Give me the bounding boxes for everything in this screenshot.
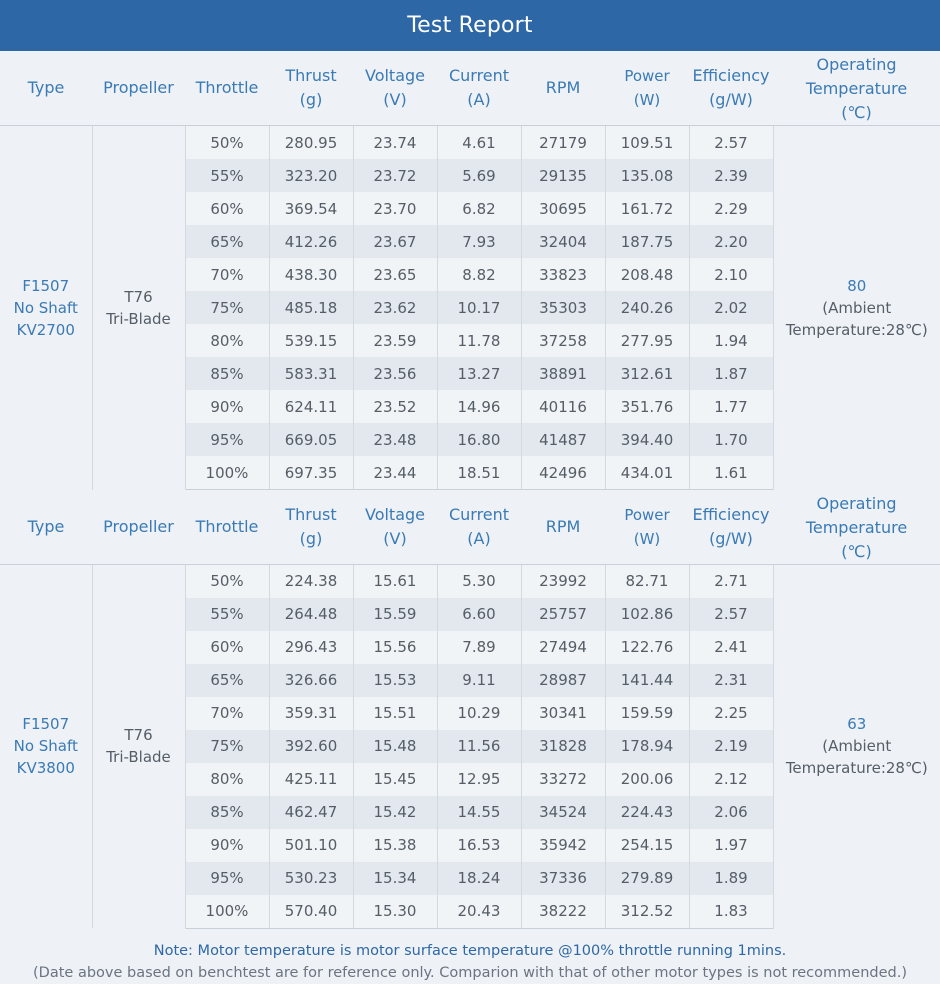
- header-efficiency-line: Efficiency: [689, 64, 773, 88]
- thrust-value: 485.18: [269, 291, 353, 324]
- power-value: 200.06: [605, 763, 689, 796]
- power-value: 159.59: [605, 697, 689, 730]
- propeller-line: Tri-Blade: [93, 746, 185, 768]
- power-value: 141.44: [605, 664, 689, 697]
- efficiency-value: 2.06: [689, 796, 773, 829]
- header-power-line: (W): [605, 88, 689, 112]
- motor-type-line: KV2700: [0, 319, 92, 341]
- throttle-value: 50%: [185, 564, 269, 598]
- thrust-value: 326.66: [269, 664, 353, 697]
- motor-type-line: No Shaft: [0, 297, 92, 319]
- motor-type-cell: [0, 564, 92, 928]
- motor-group-1: [0, 126, 940, 490]
- header-thrust-line: Thrust: [269, 64, 353, 88]
- thrust-value: 697.35: [269, 456, 353, 490]
- throttle-value: 65%: [185, 664, 269, 697]
- header-current-line: Current: [437, 64, 521, 88]
- header-current-line: (A): [437, 88, 521, 112]
- rpm-value: 29135: [521, 159, 605, 192]
- header-throttle: Throttle: [185, 490, 269, 565]
- test-report-table: [0, 51, 940, 929]
- header-rpm: RPM: [521, 490, 605, 565]
- thrust-value: 264.48: [269, 598, 353, 631]
- header-row: [0, 490, 940, 565]
- rpm-value: 38222: [521, 895, 605, 929]
- thrust-value: 280.95: [269, 126, 353, 160]
- efficiency-value: 1.97: [689, 829, 773, 862]
- thrust-value: 583.31: [269, 357, 353, 390]
- motor-type-line: KV3800: [0, 757, 92, 779]
- rpm-value: 41487: [521, 423, 605, 456]
- temperature-line: 63: [774, 713, 940, 735]
- rpm-value: 33823: [521, 258, 605, 291]
- header-efficiency-line: Efficiency: [689, 503, 773, 527]
- header-propeller: Propeller: [92, 51, 185, 126]
- footnote: [0, 929, 940, 984]
- voltage-value: 15.38: [353, 829, 437, 862]
- thrust-value: 669.05: [269, 423, 353, 456]
- group-header-2: [0, 490, 940, 565]
- thrust-value: 425.11: [269, 763, 353, 796]
- header-current: [437, 51, 521, 126]
- current-value: 6.82: [437, 192, 521, 225]
- power-value: 254.15: [605, 829, 689, 862]
- header-thrust-line: (g): [269, 88, 353, 112]
- header-power-line: (W): [605, 527, 689, 551]
- propeller-cell: [92, 564, 185, 928]
- voltage-value: 23.44: [353, 456, 437, 490]
- header-temperature-line: Temperature: [773, 77, 940, 101]
- efficiency-value: 2.71: [689, 564, 773, 598]
- header-temperature-line: Operating: [773, 53, 940, 77]
- temperature-line: Temperature:28℃): [774, 319, 940, 341]
- header-power-line: Power: [605, 64, 689, 88]
- rpm-value: 33272: [521, 763, 605, 796]
- thrust-value: 296.43: [269, 631, 353, 664]
- power-value: 434.01: [605, 456, 689, 490]
- header-voltage-line: (V): [353, 88, 437, 112]
- current-value: 18.24: [437, 862, 521, 895]
- rpm-value: 27494: [521, 631, 605, 664]
- header-efficiency: [689, 51, 773, 126]
- power-value: 224.43: [605, 796, 689, 829]
- current-value: 7.89: [437, 631, 521, 664]
- throttle-value: 90%: [185, 829, 269, 862]
- temperature-line: 80: [774, 275, 940, 297]
- voltage-value: 23.52: [353, 390, 437, 423]
- voltage-value: 23.48: [353, 423, 437, 456]
- efficiency-value: 2.39: [689, 159, 773, 192]
- throttle-value: 70%: [185, 697, 269, 730]
- operating-temperature-cell: [773, 126, 940, 490]
- current-value: 8.82: [437, 258, 521, 291]
- rpm-value: 30695: [521, 192, 605, 225]
- header-voltage: [353, 490, 437, 565]
- efficiency-value: 1.70: [689, 423, 773, 456]
- rpm-value: 28987: [521, 664, 605, 697]
- motor-type-cell: [0, 126, 92, 490]
- power-value: 312.61: [605, 357, 689, 390]
- motor-type-line: F1507: [0, 713, 92, 735]
- throttle-value: 100%: [185, 456, 269, 490]
- rpm-value: 30341: [521, 697, 605, 730]
- header-temperature-line: Temperature: [773, 516, 940, 540]
- rpm-value: 35303: [521, 291, 605, 324]
- current-value: 11.78: [437, 324, 521, 357]
- header-temperature-line: Operating: [773, 492, 940, 516]
- thrust-value: 539.15: [269, 324, 353, 357]
- throttle-value: 70%: [185, 258, 269, 291]
- voltage-value: 23.72: [353, 159, 437, 192]
- efficiency-value: 1.61: [689, 456, 773, 490]
- current-value: 11.56: [437, 730, 521, 763]
- voltage-value: 15.59: [353, 598, 437, 631]
- power-value: 394.40: [605, 423, 689, 456]
- header-temperature-line: (℃): [773, 540, 940, 564]
- current-value: 10.17: [437, 291, 521, 324]
- voltage-value: 15.51: [353, 697, 437, 730]
- power-value: 178.94: [605, 730, 689, 763]
- header-temperature: [773, 490, 940, 565]
- rpm-value: 40116: [521, 390, 605, 423]
- throttle-value: 95%: [185, 423, 269, 456]
- header-voltage-line: (V): [353, 527, 437, 551]
- throttle-value: 60%: [185, 192, 269, 225]
- propeller-line: Tri-Blade: [93, 308, 185, 330]
- efficiency-value: 1.87: [689, 357, 773, 390]
- throttle-value: 60%: [185, 631, 269, 664]
- voltage-value: 23.56: [353, 357, 437, 390]
- group-header-1: [0, 51, 940, 126]
- header-rpm: RPM: [521, 51, 605, 126]
- power-value: 161.72: [605, 192, 689, 225]
- header-current-line: Current: [437, 503, 521, 527]
- thrust-value: 624.11: [269, 390, 353, 423]
- header-thrust-line: Thrust: [269, 503, 353, 527]
- voltage-value: 23.70: [353, 192, 437, 225]
- thrust-value: 462.47: [269, 796, 353, 829]
- header-temperature-line: (℃): [773, 101, 940, 125]
- throttle-value: 55%: [185, 159, 269, 192]
- efficiency-value: 1.83: [689, 895, 773, 929]
- thrust-value: 359.31: [269, 697, 353, 730]
- rpm-value: 34524: [521, 796, 605, 829]
- current-value: 6.60: [437, 598, 521, 631]
- efficiency-value: 2.25: [689, 697, 773, 730]
- header-propeller: Propeller: [92, 490, 185, 565]
- header-thrust: [269, 51, 353, 126]
- note-line-2: (Date above based on benchtest are for reference only. Comparion with that of other motor types is not recommended.): [0, 962, 940, 984]
- efficiency-value: 2.57: [689, 126, 773, 160]
- current-value: 12.95: [437, 763, 521, 796]
- temperature-line: Temperature:28℃): [774, 757, 940, 779]
- power-value: 279.89: [605, 862, 689, 895]
- efficiency-value: 2.02: [689, 291, 773, 324]
- throttle-value: 90%: [185, 390, 269, 423]
- current-value: 5.69: [437, 159, 521, 192]
- thrust-value: 369.54: [269, 192, 353, 225]
- operating-temperature-cell: [773, 564, 940, 928]
- rpm-value: 37258: [521, 324, 605, 357]
- voltage-value: 15.56: [353, 631, 437, 664]
- efficiency-value: 2.57: [689, 598, 773, 631]
- header-temperature: [773, 51, 940, 126]
- voltage-value: 23.67: [353, 225, 437, 258]
- header-voltage: [353, 51, 437, 126]
- efficiency-value: 2.20: [689, 225, 773, 258]
- thrust-value: 530.23: [269, 862, 353, 895]
- voltage-value: 15.53: [353, 664, 437, 697]
- efficiency-value: 2.19: [689, 730, 773, 763]
- efficiency-value: 2.31: [689, 664, 773, 697]
- rpm-value: 38891: [521, 357, 605, 390]
- rpm-value: 37336: [521, 862, 605, 895]
- voltage-value: 15.34: [353, 862, 437, 895]
- propeller-line: T76: [93, 724, 185, 746]
- power-value: 109.51: [605, 126, 689, 160]
- voltage-value: 15.45: [353, 763, 437, 796]
- rpm-value: 31828: [521, 730, 605, 763]
- header-thrust-line: (g): [269, 527, 353, 551]
- throttle-value: 75%: [185, 291, 269, 324]
- throttle-value: 100%: [185, 895, 269, 929]
- header-type: Type: [0, 490, 92, 565]
- current-value: 14.55: [437, 796, 521, 829]
- motor-group-2: [0, 564, 940, 928]
- throttle-value: 95%: [185, 862, 269, 895]
- power-value: 208.48: [605, 258, 689, 291]
- header-thrust: [269, 490, 353, 565]
- efficiency-value: 1.77: [689, 390, 773, 423]
- current-value: 16.80: [437, 423, 521, 456]
- throttle-value: 65%: [185, 225, 269, 258]
- efficiency-value: 2.10: [689, 258, 773, 291]
- header-efficiency-line: (g/W): [689, 88, 773, 112]
- header-type: Type: [0, 51, 92, 126]
- current-value: 5.30: [437, 564, 521, 598]
- power-value: 312.52: [605, 895, 689, 929]
- header-row: [0, 51, 940, 126]
- power-value: 277.95: [605, 324, 689, 357]
- voltage-value: 15.61: [353, 564, 437, 598]
- voltage-value: 23.59: [353, 324, 437, 357]
- temperature-line: (Ambient: [774, 735, 940, 757]
- note-line-1: Note: Motor temperature is motor surface temperature @100% throttle running 1mins.: [0, 940, 940, 962]
- voltage-value: 23.62: [353, 291, 437, 324]
- current-value: 10.29: [437, 697, 521, 730]
- header-throttle: Throttle: [185, 51, 269, 126]
- power-value: 135.08: [605, 159, 689, 192]
- motor-type-line: F1507: [0, 275, 92, 297]
- motor-type-line: No Shaft: [0, 735, 92, 757]
- current-value: 4.61: [437, 126, 521, 160]
- power-value: 351.76: [605, 390, 689, 423]
- voltage-value: 23.65: [353, 258, 437, 291]
- current-value: 9.11: [437, 664, 521, 697]
- efficiency-value: 2.41: [689, 631, 773, 664]
- current-value: 18.51: [437, 456, 521, 490]
- power-value: 82.71: [605, 564, 689, 598]
- efficiency-value: 1.94: [689, 324, 773, 357]
- voltage-value: 15.48: [353, 730, 437, 763]
- propeller-cell: [92, 126, 185, 490]
- report-title: Test Report: [0, 0, 940, 51]
- header-power-line: Power: [605, 503, 689, 527]
- throttle-value: 75%: [185, 730, 269, 763]
- header-power: [605, 51, 689, 126]
- thrust-value: 392.60: [269, 730, 353, 763]
- throttle-value: 85%: [185, 796, 269, 829]
- rpm-value: 23992: [521, 564, 605, 598]
- rpm-value: 25757: [521, 598, 605, 631]
- power-value: 187.75: [605, 225, 689, 258]
- throttle-value: 50%: [185, 126, 269, 160]
- rpm-value: 27179: [521, 126, 605, 160]
- power-value: 102.86: [605, 598, 689, 631]
- throttle-value: 85%: [185, 357, 269, 390]
- current-value: 20.43: [437, 895, 521, 929]
- rpm-value: 42496: [521, 456, 605, 490]
- header-efficiency: [689, 490, 773, 565]
- voltage-value: 15.42: [353, 796, 437, 829]
- efficiency-value: 1.89: [689, 862, 773, 895]
- throttle-value: 55%: [185, 598, 269, 631]
- table-row: [0, 564, 940, 598]
- thrust-value: 501.10: [269, 829, 353, 862]
- throttle-value: 80%: [185, 324, 269, 357]
- header-current: [437, 490, 521, 565]
- thrust-value: 438.30: [269, 258, 353, 291]
- propeller-line: T76: [93, 286, 185, 308]
- table-row: [0, 126, 940, 160]
- temperature-line: (Ambient: [774, 297, 940, 319]
- current-value: 14.96: [437, 390, 521, 423]
- header-voltage-line: Voltage: [353, 64, 437, 88]
- thrust-value: 224.38: [269, 564, 353, 598]
- header-efficiency-line: (g/W): [689, 527, 773, 551]
- efficiency-value: 2.29: [689, 192, 773, 225]
- header-voltage-line: Voltage: [353, 503, 437, 527]
- rpm-value: 32404: [521, 225, 605, 258]
- thrust-value: 323.20: [269, 159, 353, 192]
- voltage-value: 23.74: [353, 126, 437, 160]
- header-power: [605, 490, 689, 565]
- power-value: 122.76: [605, 631, 689, 664]
- thrust-value: 412.26: [269, 225, 353, 258]
- current-value: 16.53: [437, 829, 521, 862]
- power-value: 240.26: [605, 291, 689, 324]
- voltage-value: 15.30: [353, 895, 437, 929]
- thrust-value: 570.40: [269, 895, 353, 929]
- header-current-line: (A): [437, 527, 521, 551]
- rpm-value: 35942: [521, 829, 605, 862]
- current-value: 13.27: [437, 357, 521, 390]
- throttle-value: 80%: [185, 763, 269, 796]
- current-value: 7.93: [437, 225, 521, 258]
- efficiency-value: 2.12: [689, 763, 773, 796]
